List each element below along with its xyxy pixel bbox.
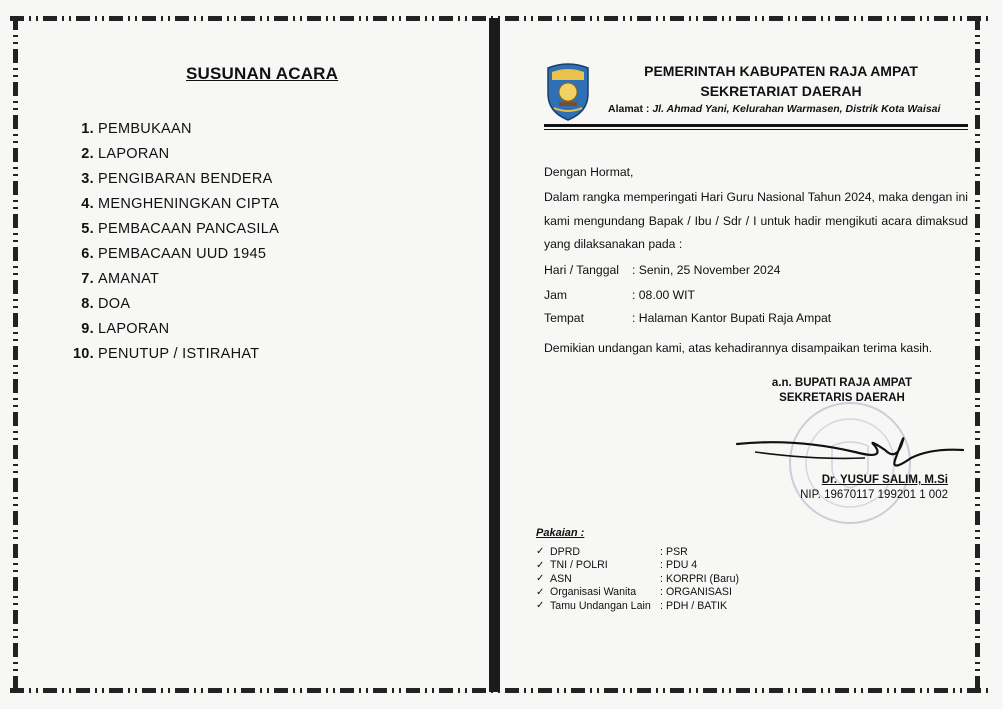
agenda-item xyxy=(68,291,279,316)
dress-code-group: DPRD xyxy=(550,545,581,558)
check-icon: ✓ xyxy=(536,546,545,558)
agenda-item-number: 2. xyxy=(81,145,94,162)
agenda-item xyxy=(68,341,279,366)
dress-code-separator: : xyxy=(660,559,663,572)
ornamental-border-right xyxy=(975,16,980,693)
agenda-item-number: 4. xyxy=(81,195,94,212)
signer-nip: NIP. 19670117 199201 1 002 xyxy=(800,489,948,501)
check-icon: ✓ xyxy=(536,573,545,585)
letter-closing: Demikian undangan kami, atas kehadirannya disampaikan terima kasih. xyxy=(544,341,933,355)
dress-code-attire: PDH / BATIK xyxy=(666,599,728,612)
dress-code-group: TNI / POLRI xyxy=(550,559,608,572)
dress-code-item xyxy=(536,559,739,573)
agenda-item xyxy=(68,191,279,216)
agenda-item-label: PEMBACAAN PANCASILA xyxy=(98,220,280,237)
dress-code-group: ASN xyxy=(550,572,572,585)
agenda-item xyxy=(68,116,279,141)
event-detail-label: Hari / Tanggal xyxy=(544,263,619,277)
dress-code-separator: : xyxy=(660,586,663,599)
check-icon: ✓ xyxy=(536,600,545,612)
event-detail-value: : 08.00 WIT xyxy=(632,288,695,302)
letterhead-address xyxy=(608,103,940,115)
dress-code-attire: PSR xyxy=(666,545,688,558)
dress-code-list xyxy=(536,545,739,613)
event-detail-label: Jam xyxy=(544,288,568,302)
agenda-list xyxy=(68,116,279,366)
agenda-item-number: 10. xyxy=(72,345,94,362)
dress-code-group: Tamu Undangan Lain xyxy=(550,599,651,612)
agenda-item xyxy=(68,166,279,191)
dress-code-item xyxy=(536,545,739,559)
dress-code-item xyxy=(536,586,739,600)
regency-crest-icon xyxy=(544,60,592,122)
agenda-item-number: 8. xyxy=(81,295,94,312)
ornamental-border-left xyxy=(13,16,18,693)
check-icon: ✓ xyxy=(536,586,545,598)
agenda-item xyxy=(68,266,279,291)
agenda-item-number: 9. xyxy=(81,320,94,337)
letterhead-rule-thin xyxy=(544,129,968,130)
dress-code-separator: : xyxy=(660,599,663,612)
dress-code-item xyxy=(536,599,739,613)
letterhead-office: SEKRETARIAT DAERAH xyxy=(700,83,862,99)
handwritten-signature-icon xyxy=(735,430,965,478)
dress-code-separator: : xyxy=(660,545,663,558)
dress-code-item xyxy=(536,572,739,586)
event-detail-value: : Halaman Kantor Bupati Raja Ampat xyxy=(632,311,832,325)
event-detail-value: : Senin, 25 November 2024 xyxy=(632,263,781,277)
address-text: Jl. Ahmad Yani, Kelurahan Warmasen, Distrik Kota Waisai xyxy=(652,103,941,115)
event-detail-row xyxy=(544,311,831,325)
dress-code-attire: KORPRI (Baru) xyxy=(666,572,739,585)
event-detail-row xyxy=(544,263,780,277)
agenda-item xyxy=(68,216,279,241)
signature-title-line2: SEKRETARIS DAERAH xyxy=(779,392,905,404)
agenda-item-label: PEMBUKAAN xyxy=(98,120,192,137)
agenda-item-number: 1. xyxy=(81,120,94,137)
letterhead-government: PEMERINTAH KABUPATEN RAJA AMPAT xyxy=(644,63,918,79)
check-icon: ✓ xyxy=(536,559,545,571)
agenda-item-number: 6. xyxy=(81,245,94,262)
signer-name: Dr. YUSUF SALIM, M.Si xyxy=(821,474,948,486)
dress-code-attire: PDU 4 xyxy=(666,559,698,572)
center-fold-bar xyxy=(489,18,500,692)
agenda-item-number: 3. xyxy=(81,170,94,187)
agenda-item-label: PENUTUP / ISTIRAHAT xyxy=(98,345,260,362)
agenda-item-label: PENGIBARAN BENDERA xyxy=(98,170,273,187)
address-label: Alamat : xyxy=(608,103,653,115)
agenda-item-label: PEMBACAAN UUD 1945 xyxy=(98,245,267,262)
event-detail-label: Tempat xyxy=(544,311,584,325)
dress-code-group: Organisasi Wanita xyxy=(550,586,637,599)
agenda-item-number: 7. xyxy=(81,270,94,287)
dress-code-title: Pakaian : xyxy=(536,527,585,539)
agenda-item-label: DOA xyxy=(98,295,131,312)
agenda-title: SUSUNAN ACARA xyxy=(186,64,339,83)
agenda-item-label: AMANAT xyxy=(98,270,160,287)
agenda-item xyxy=(68,316,279,341)
letter-greeting: Dengan Hormat, xyxy=(544,165,634,179)
agenda-item-number: 5. xyxy=(81,220,94,237)
event-detail-row xyxy=(544,288,695,302)
dress-code-separator: : xyxy=(660,572,663,585)
agenda-item xyxy=(68,141,279,166)
agenda-item-label: LAPORAN xyxy=(98,320,170,337)
agenda-item-label: LAPORAN xyxy=(98,145,170,162)
letterhead-rule xyxy=(544,124,968,127)
letter-body: Dalam rangka memperingati Hari Guru Nasional Tahun 2024, maka dengan ini kami mengundang Bapak / Ibu / Sdr / I untuk hadir mengikuti acara dimaksud yang dilaksanakan pada : xyxy=(544,190,968,251)
dress-code-attire: ORGANISASI xyxy=(666,586,732,599)
agenda-item xyxy=(68,241,279,266)
agenda-item-label: MENGHENINGKAN CIPTA xyxy=(98,195,280,212)
signature-title-line1: a.n. BUPATI RAJA AMPAT xyxy=(771,377,913,389)
